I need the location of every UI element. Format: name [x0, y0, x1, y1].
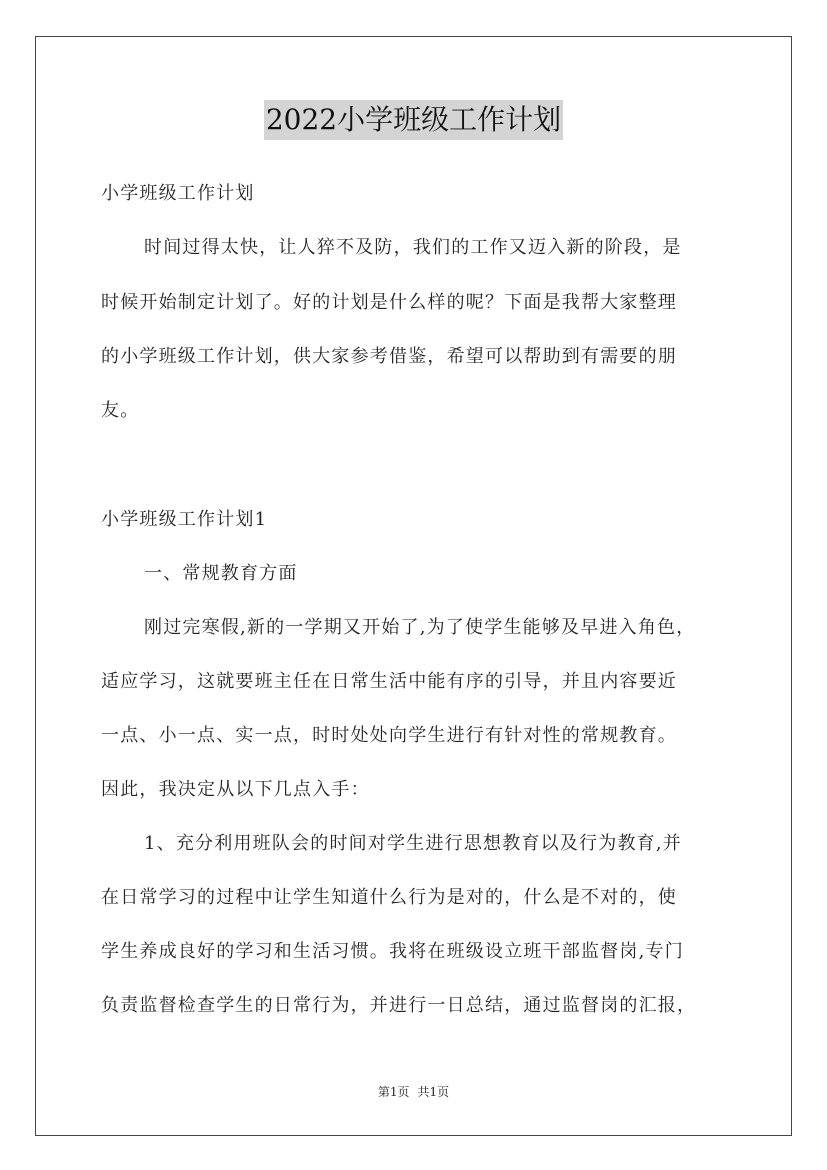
document-heading: 小学班级工作计划 — [101, 183, 255, 204]
paragraph-line: 刚过完寒假,新的一学期又开始了,为了使学生能够及早进入角色， — [144, 617, 696, 638]
paragraph-line: 适应学习，这就要班主任在日常生活中能有序的引导，并且内容要近 — [101, 671, 677, 692]
title-container — [0, 100, 827, 140]
paragraph-line: 1、充分利用班队会的时间对学生进行思想教育以及行为教育,并 — [144, 833, 682, 854]
paragraph-line: 负责监督检查学生的日常行为，并进行一日总结，通过监督岗的汇报， — [101, 995, 697, 1016]
paragraph-line: 一点、小一点、实一点，时时处处向学生进行有针对性的常规教育。 — [101, 725, 677, 746]
intro-line: 的小学班级工作计划，供大家参考借鉴，希望可以帮助到有需要的朋 — [101, 346, 677, 367]
intro-line: 时间过得太快，让人猝不及防，我们的工作又迈入新的阶段，是 — [144, 237, 682, 258]
paragraph-line: 学生养成良好的学习和生活习惯。我将在班级设立班干部监督岗,专门 — [101, 941, 684, 962]
subheading: 一、常规教育方面 — [144, 563, 298, 584]
paragraph-line: 因此，我决定从以下几点入手： — [101, 779, 370, 800]
paragraph-line: 在日常学习的过程中让学生知道什么行为是对的，什么是不对的，使 — [101, 887, 677, 908]
document-title: 2022小学班级工作计划 — [264, 100, 563, 140]
intro-line: 友。 — [101, 400, 140, 421]
intro-line: 时候开始制定计划了。好的计划是什么样的呢？下面是我帮大家整理 — [101, 292, 677, 313]
section-heading: 小学班级工作计划1 — [101, 509, 268, 530]
page-total: 共1页 — [417, 1085, 450, 1099]
page-footer — [0, 1084, 827, 1100]
page-number: 第1页 — [377, 1085, 410, 1099]
